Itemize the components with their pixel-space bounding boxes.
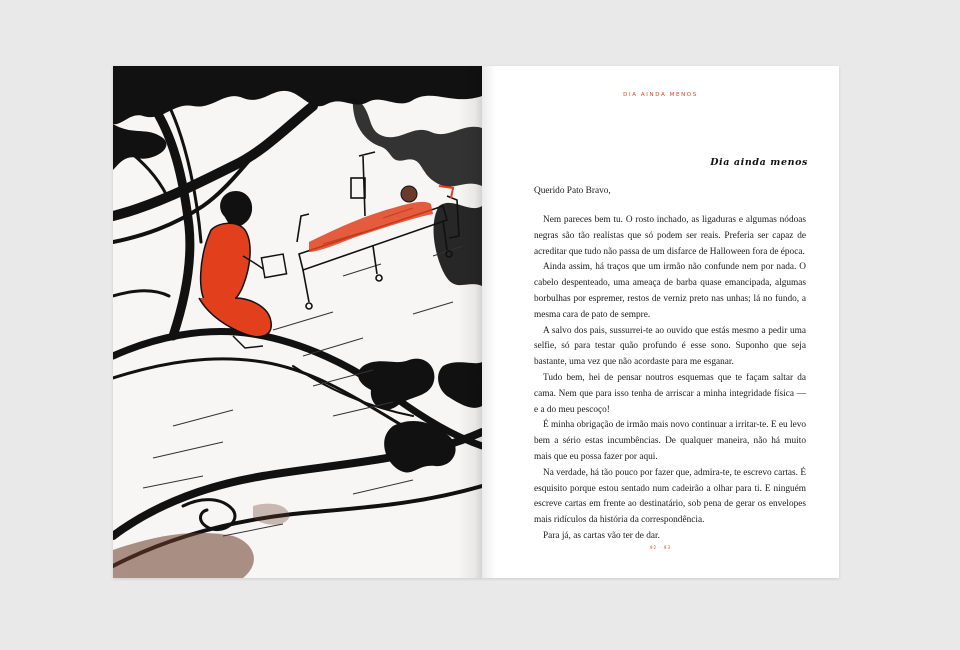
paragraph: Para já, as cartas vão ter de dar. xyxy=(543,530,660,541)
paragraph: Nem pareces bem tu. O rosto inchado, as ligaduras e algumas nódoas negras são tão realistas que só podem ser reais. Preferia ser capaz de acreditar que tudo não passa de um disfarce de Halloween fora de época. xyxy=(534,215,806,257)
paragraph: Ainda assim, há traços que um irmão não confunde nem por nada. O cabelo despenteado, uma ameaça de barba quase emancipada, algumas borbulhas por espremer, restos de verniz preto nas unhas; lá no fundo, a mesma cara de pato de sempre. xyxy=(534,262,806,320)
illustration-page xyxy=(113,66,482,578)
gutter-shadow xyxy=(482,66,496,578)
letter-body xyxy=(534,213,806,545)
book-spread xyxy=(113,66,839,578)
paragraph: Tudo bem, hei de pensar noutros esquemas que te façam saltar da cama. Nem que para isso tenha de arriscar a minha integridade física — e a do meu pescoço! xyxy=(534,372,806,415)
illustration xyxy=(113,66,482,578)
chapter-title: Dia ainda menos xyxy=(710,157,808,168)
paragraph: É minha obrigação de irmão mais novo continuar a irritar-te. E eu levo bem a sério estas incumbências. De qualquer maneira, não há muito mais que eu possa fazer por aqui. xyxy=(534,420,806,462)
running-head: DIA AINDA MENOS xyxy=(623,92,698,98)
page-number: 92 · 93 xyxy=(650,545,671,550)
salutation: Querido Pato Bravo, xyxy=(534,186,611,196)
paragraph: Na verdade, há tão pouco por fazer que, admira-te, te escrevo cartas. É esquisito porque estou sentado num cadeirão a olhar para ti. E ninguém escreve cartas em frente ao destinatário, sob pena de gerar os envelopes mais ridículos da história da correspondência. xyxy=(534,467,806,526)
paragraph: A salvo dos pais, sussurrei-te ao ouvido que estás mesmo a pedir uma selfie, só para testar quão profundo é esse sono. Suponho que seja bastante, uma vez que não acordaste para me esganar. xyxy=(534,325,806,368)
text-page xyxy=(482,66,839,578)
